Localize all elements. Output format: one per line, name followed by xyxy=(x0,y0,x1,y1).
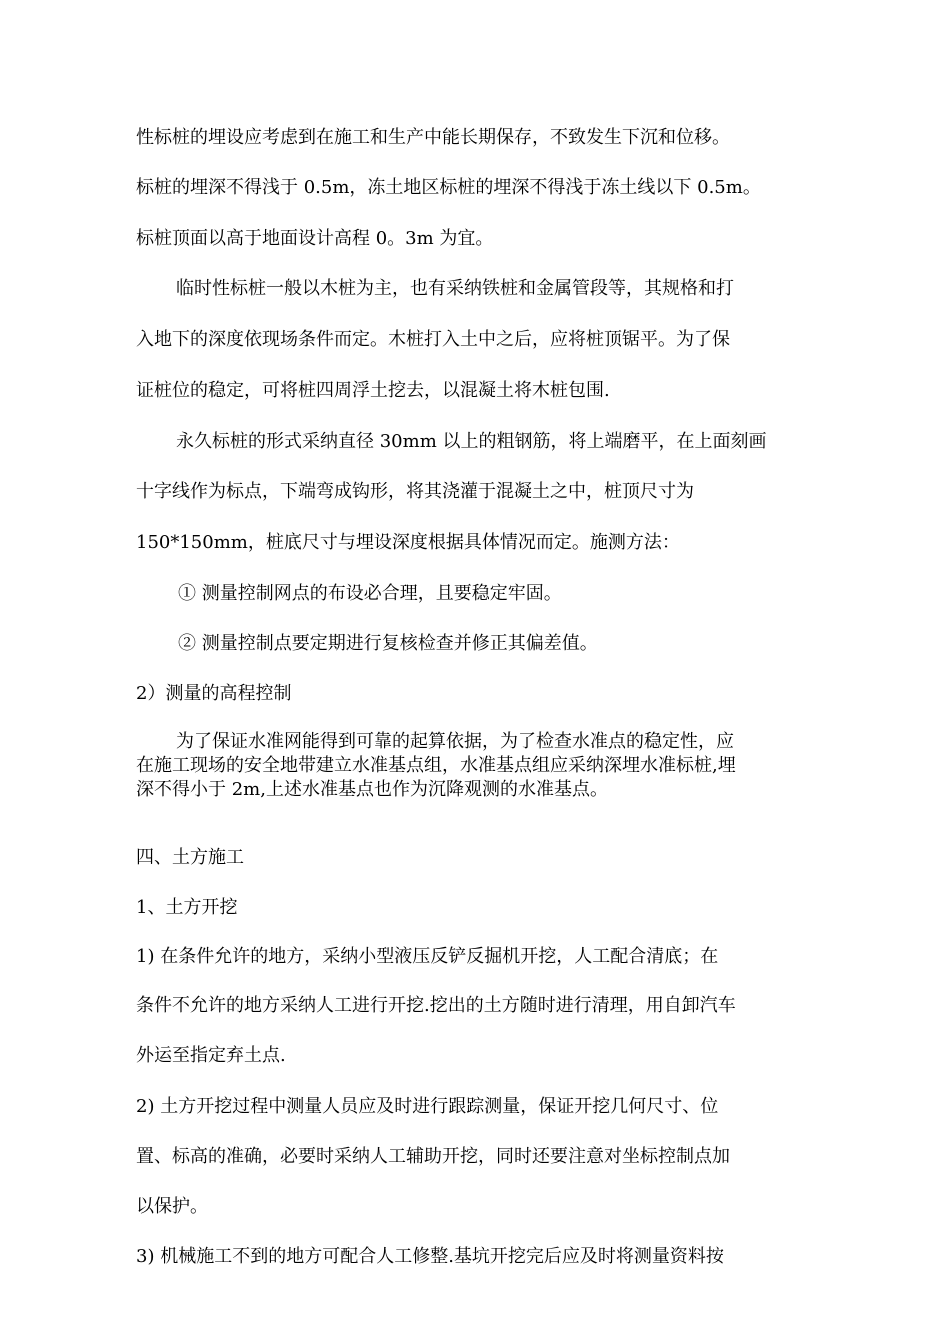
paragraph-line: 外运至指定弃土点. xyxy=(136,1045,286,1066)
paragraph-line: 以保护。 xyxy=(136,1196,208,1217)
paragraph-line: 证桩位的稳定，可将桩四周浮土挖去，以混凝土将木桩包围. xyxy=(136,380,610,401)
paragraph-line: 标桩的埋深不得浅于 0.5m，冻土地区标桩的埋深不得浅于冻土线以下 0.5m。 xyxy=(136,177,761,198)
paragraph-line: 150*150mm，桩底尺寸与埋设深度根据具体情况而定。施测方法： xyxy=(136,532,680,553)
paragraph-line: 永久标桩的形式采纳直径 30mm 以上的粗钢筋，将上端磨平，在上面刻画 xyxy=(176,431,767,452)
paragraph-line: 2) 土方开挖过程中测量人员应及时进行跟踪测量，保证开挖几何尺寸、位 xyxy=(136,1096,719,1117)
paragraph-line: 3) 机械施工不到的地方可配合人工修整.基坑开挖完后应及时将测量资料按 xyxy=(136,1246,724,1267)
paragraph-line: 性标桩的埋设应考虑到在施工和生产中能长期保存，不致发生下沉和位移。 xyxy=(136,127,730,148)
paragraph-line: 临时性标桩一般以木桩为主，也有采纳铁桩和金属管段等，其规格和打 xyxy=(176,278,734,299)
paragraph-line: 条件不允许的地方采纳人工进行开挖.挖出的土方随时进行清理，用自卸汽车 xyxy=(136,995,736,1016)
paragraph-line: 置、标高的准确，必要时采纳人工辅助开挖，同时还要注意对坐标控制点加 xyxy=(136,1146,730,1167)
section-heading: 2）测量的高程控制 xyxy=(136,683,292,704)
chapter-heading: 四、土方施工 xyxy=(136,847,244,868)
paragraph-line: 在施工现场的安全地带建立水准基点组，水准基点组应采纳深埋水准标桩,埋 xyxy=(136,755,736,776)
paragraph-line: 入地下的深度依现场条件而定。木桩打入土中之后，应将桩顶锯平。为了保 xyxy=(136,329,730,350)
paragraph-line: 1) 在条件允许的地方，采纳小型液压反铲反掘机开挖，人工配合清底；在 xyxy=(136,946,719,967)
list-item: ① 测量控制网点的布设必合理，且要稳定牢固。 xyxy=(178,583,562,604)
paragraph-line: 深不得小于 2m,上述水准基点也作为沉降观测的水准基点。 xyxy=(136,779,608,800)
section-heading: 1、土方开挖 xyxy=(136,897,238,918)
paragraph-line: 为了保证水准网能得到可靠的起算依据，为了检查水准点的稳定性，应 xyxy=(176,731,734,752)
paragraph-line: 标桩顶面以高于地面设计高程 0。3m 为宜。 xyxy=(136,228,494,249)
list-item: ② 测量控制点要定期进行复核检查并修正其偏差值。 xyxy=(178,633,598,654)
paragraph-line: 十字线作为标点，下端弯成钩形，将其浇灌于混凝土之中，桩顶尺寸为 xyxy=(136,481,694,502)
